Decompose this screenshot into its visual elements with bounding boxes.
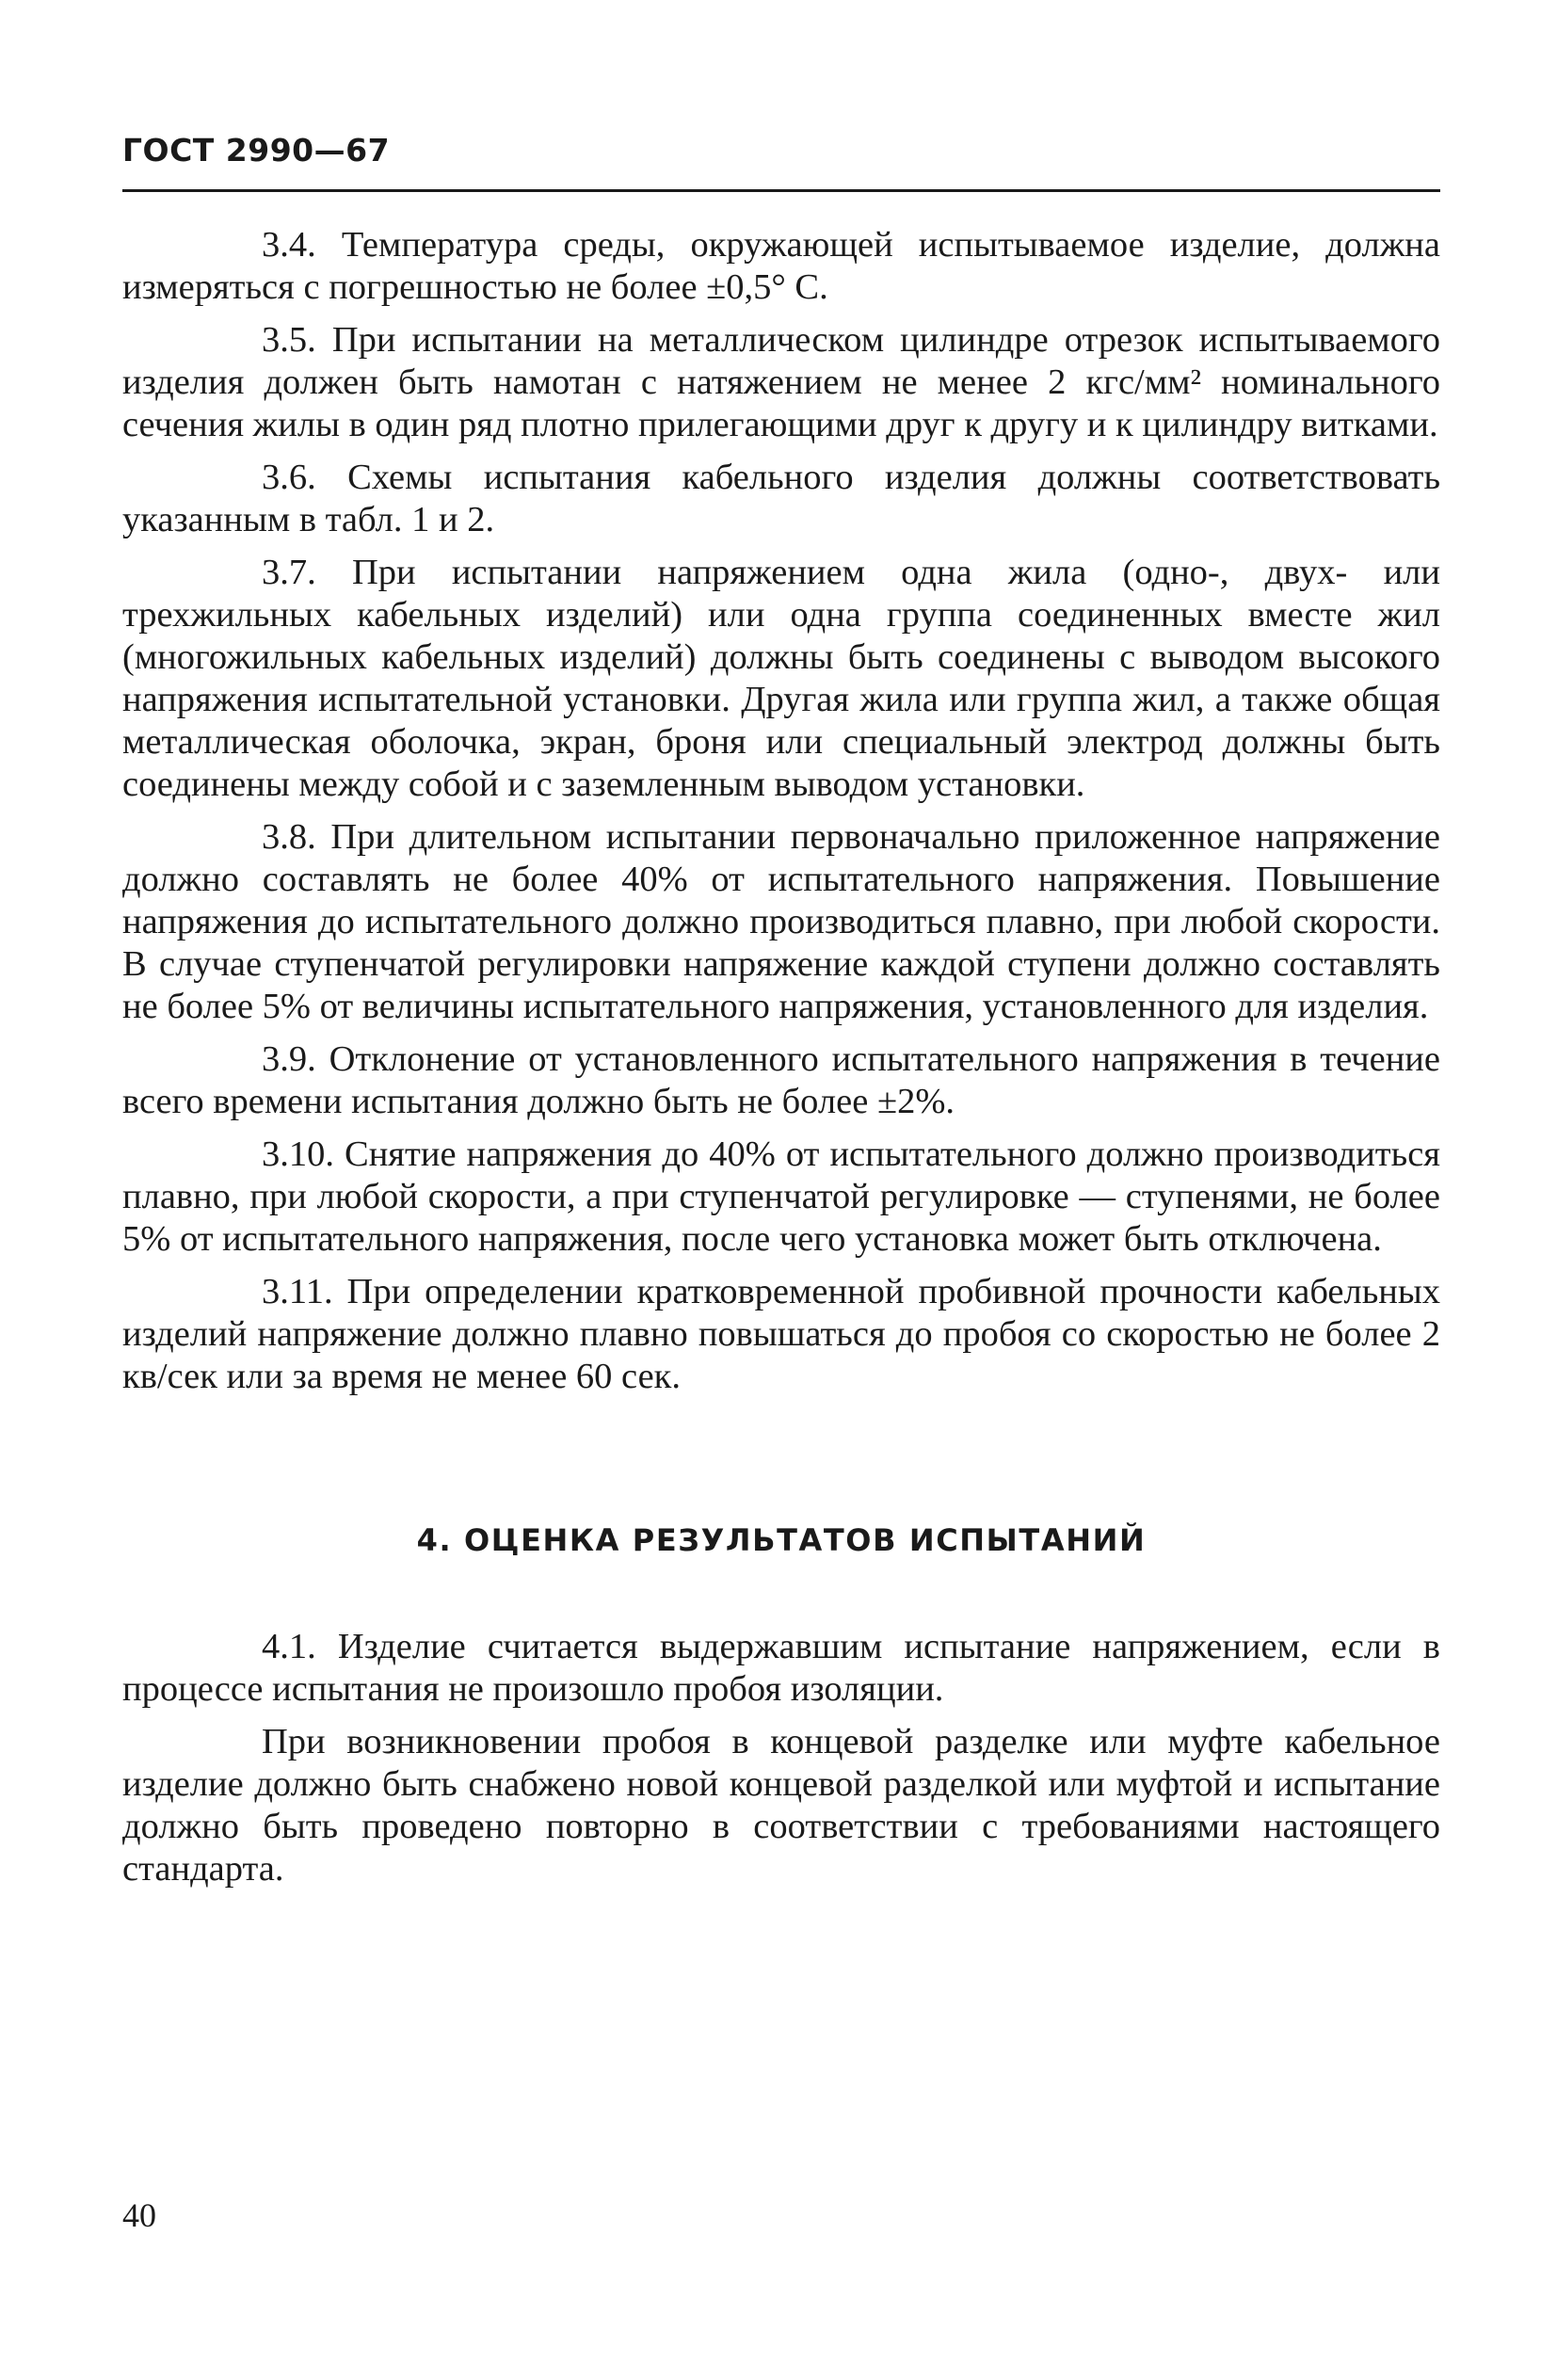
section-4-title: 4. ОЦЕНКА РЕЗУЛЬТАТОВ ИСПЫТАНИЙ (416, 1522, 1147, 1558)
paragraph-4-1: 4.1. Изделие считается выдержавшим испытание напряжением, если в процессе испытания не произошло пробоя изоляции. (122, 1627, 1440, 1709)
header-rule (122, 189, 1440, 192)
paragraph-3-11: 3.11. При определении кратковременной пробивной прочности кабельных изделий напряжение должно плавно повышаться до пробоя со скоростью не более 2 кв/сек или за время не менее 60 сек. (122, 1272, 1440, 1396)
document-page (122, 132, 1440, 1890)
standard-header: ГОСТ 2990—67 (122, 132, 391, 169)
paragraph-3-5: 3.5. При испытании на металлическом цилиндре отрезок испытываемого изделия должен быть намотан с натяжением не менее 2 кгс/мм² номинального сечения жилы в один ряд плотно прилегающими друг к другу и к цилиндру витками. (122, 320, 1440, 444)
page-number: 40 (122, 2196, 156, 2234)
paragraph-3-10: 3.10. Снятие напряжения до 40% от испытательного должно производиться плавно, при любой скорости, а при ступенчатой регулировке — ступенями, не более 5% от испытательного напряжения, после чего установка может быть отключена. (122, 1134, 1440, 1259)
paragraph-3-4: 3.4. Температура среды, окружающей испытываемое изделие, должна измеряться с погрешностью не более ±0,5° С. (122, 225, 1440, 307)
paragraph-3-8: 3.8. При длительном испытании первоначально приложенное напряжение должно составлять не более 40% от испытательного напряжения. Повышение напряжения до испытательного должно производиться плавно, при любой скорости. В случае ступенчатой регулировки напряжение каждой ступени должно составлять не более 5% от величины испытательного напряжения, установленного для изделия. (122, 817, 1440, 1026)
paragraph-3-6: 3.6. Схемы испытания кабельного изделия должны соответствовать указанным в табл. 1 и 2. (122, 458, 1440, 539)
paragraph-3-9: 3.9. Отклонение от установленного испытательного напряжения в течение всего времени испытания должно быть не более ±2%. (122, 1039, 1440, 1121)
paragraph-4-1-continued: При возникновении пробоя в концевой разделке или муфте кабельное изделие должно быть снабжено новой концевой разделкой или муфтой и испытание должно быть проведено повторно в соответствии с требованиями настоящего стандарта. (122, 1722, 1440, 1889)
section-3-body (122, 224, 1440, 1398)
section-4-body (122, 1626, 1440, 1890)
paragraph-3-7: 3.7. При испытании напряжением одна жила (одно-, двух- или трехжильных кабельных изделий) или одна группа соединенных вместе жил (многожильных кабельных изделий) должны быть соединены с выводом высокого напряжения испытательной установки. Другая жила или группа жил, а также общая металлическая оболочка, экран, броня или специальный электрод должны быть соединены между собой и с заземленным выводом установки. (122, 553, 1440, 804)
